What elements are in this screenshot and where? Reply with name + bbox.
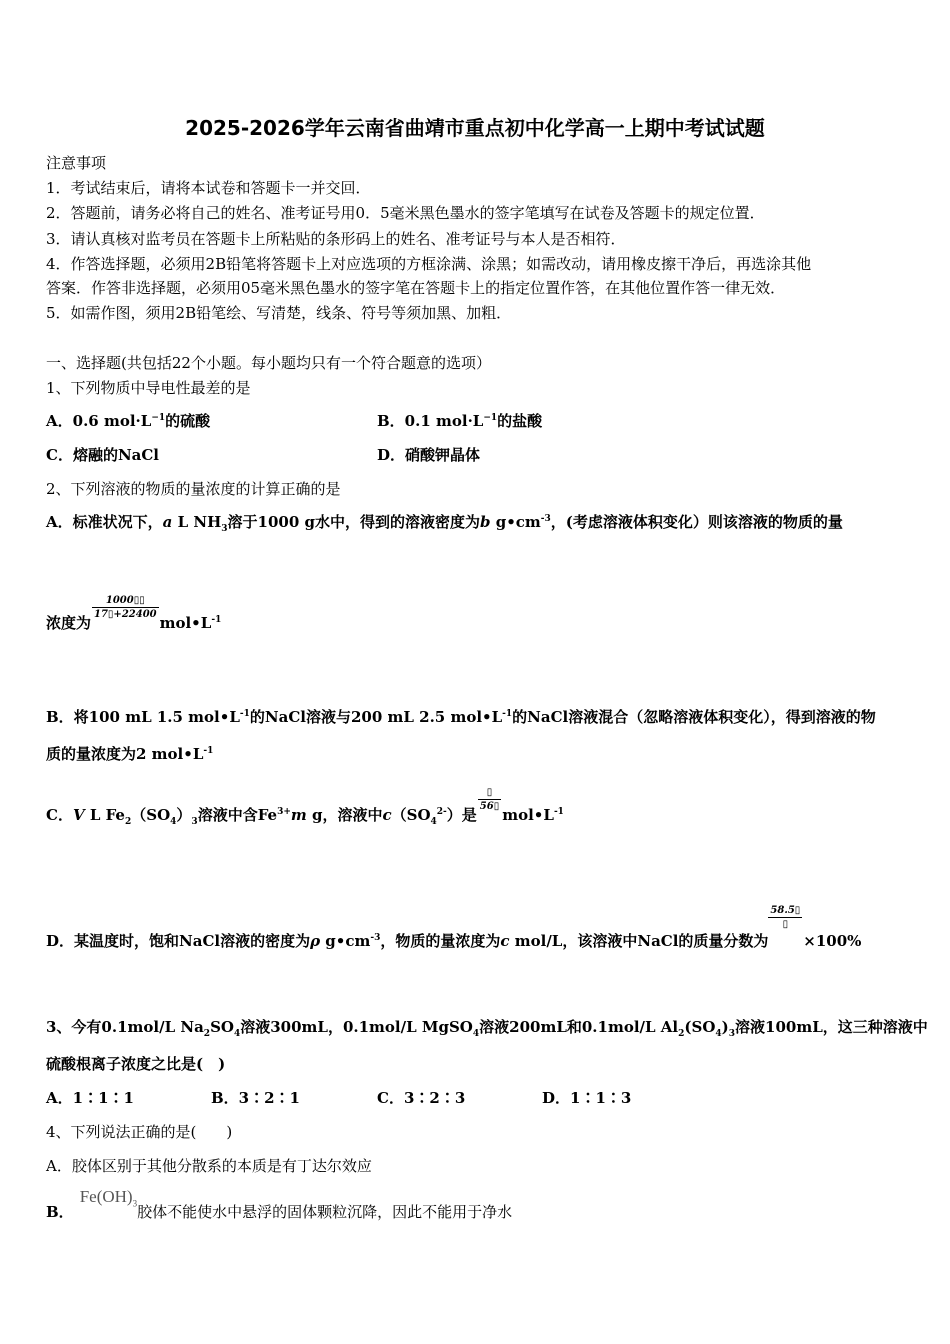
- notice-item-4: 4．作答选择题，必须用2B铅笔将答题卡上对应选项的方框涂满、涂黑；如需改动，请用橡皮擦干净后，再选涂其他: [46, 255, 812, 273]
- q2-d-fraction: $\frac{58.5▯}{▯}$: [770, 905, 801, 930]
- notice-item-4-cont: 答案．作答非选择题，必须用05毫米黑色墨水的签字笔在答题卡上的指定位置作答，在其他位置作答一律无效．: [46, 279, 786, 297]
- notice-item-1: 1．考试结束后，请将本试卷和答题卡一并交回．: [46, 179, 371, 197]
- q4-option-b: B．$Fe(OH)_3$胶体不能使水中悬浮的固体颗粒沉降，因此不能用于净水: [46, 1187, 513, 1221]
- q1-option-b: B．0.1 $mol\cdot L^{-1}$的盐酸: [377, 412, 543, 430]
- q2-option-c: C．V L $Fe_2(SO_4)_3$溶液中含$Fe^{3+}m$ g，溶液中$c(SO_4^{2-})$是 $\frac{▯}{56▯}$ $mol•L^{-1}$: [46, 787, 564, 827]
- notice-item-3: 3．请认真核对监考员在答题卡上所粘贴的条形码上的姓名、准考证号与本人是否相符．: [46, 230, 626, 248]
- q3-option-d: D．1∶1∶3: [542, 1089, 632, 1107]
- q1-stem: 1、下列物质中导电性最差的是: [46, 379, 251, 397]
- q3-option-a: A．1∶1∶1: [46, 1089, 134, 1107]
- q3-stem-line2: 硫酸根离子浓度之比是( ): [46, 1055, 226, 1073]
- q4-stem: 4、下列说法正确的是( ): [46, 1123, 233, 1141]
- q4-b-formula: $Fe(OH)_3$: [79, 1187, 138, 1209]
- q1-option-c: C．熔融的NaCl: [46, 446, 160, 464]
- q3-option-b: B．3∶2∶1: [211, 1089, 300, 1107]
- q1-option-a: A．0.6 $mol\cdot L^{-1}$的硫酸: [46, 412, 211, 430]
- q2-stem: 2、下列溶液的物质的量浓度的计算正确的是: [46, 480, 341, 498]
- q2-option-b-line2: 质的量浓度为2 $mol•L^{-1}$: [46, 745, 214, 763]
- notice-item-2: 2．答题前，请务必将自己的姓名、准考证号用0．5毫米黑色墨水的签字笔填写在试卷及答题卡的规定位置．: [46, 204, 765, 222]
- q2-option-a-line1: A．标准状况下，a L $NH_3$溶于1000 g水中，得到的溶液密度为b $g•cm^{-3}$，(考虑溶液体积变化）则该溶液的物质的量: [46, 513, 843, 534]
- q2-option-d: D．某温度时，饱和NaCl溶液的密度为ρ $g•cm^{-3}$，物质的量浓度为c mol/L，该溶液中NaCl的质量分数为 $\frac{58.5▯}{▯}$ ×100%: [46, 905, 862, 950]
- q2-a-fraction: $\frac{1000▯▯}{17▯+22400}$: [94, 595, 157, 620]
- section-heading: 一、选择题(共包括22个小题。每小题均只有一个符合题意的选项）: [46, 354, 491, 372]
- q1-option-d: D．硝酸钾晶体: [377, 446, 481, 464]
- q3-option-c: C．3∶2∶3: [377, 1089, 466, 1107]
- notice-item-5: 5．如需作图，须用2B铅笔绘、写清楚，线条、符号等须加黑、加粗．: [46, 304, 512, 322]
- q2-option-b-line1: B．将100 mL 1.5 $mol•L^{-1}$的NaCl溶液与200 mL 2.5 $mol•L^{-1}$的NaCl溶液混合（忽略溶液体积变化），得到溶液的物: [46, 708, 876, 726]
- notice-heading: 注意事项: [46, 154, 107, 172]
- q4-option-a: A．胶体区别于其他分散系的本质是有丁达尔效应: [46, 1157, 372, 1175]
- q2-option-a-line2: 浓度为 $\frac{1000▯▯}{17▯+22400}$ $mol•L^{-1}$: [46, 595, 222, 632]
- q3-stem-line1: 3、今有0.1mol/L $Na_2SO_4$溶液300mL，0.1mol/L MgSO$_4$溶液200mL和0.1mol/L $Al_2(SO_4)_3$溶液100mL，这三种溶液中: [46, 1018, 928, 1039]
- page-title: 2025-2026学年云南省曲靖市重点初中化学高一上期中考试试题: [185, 116, 765, 140]
- q2-c-fraction: $\frac{▯}{56▯}$: [479, 787, 500, 812]
